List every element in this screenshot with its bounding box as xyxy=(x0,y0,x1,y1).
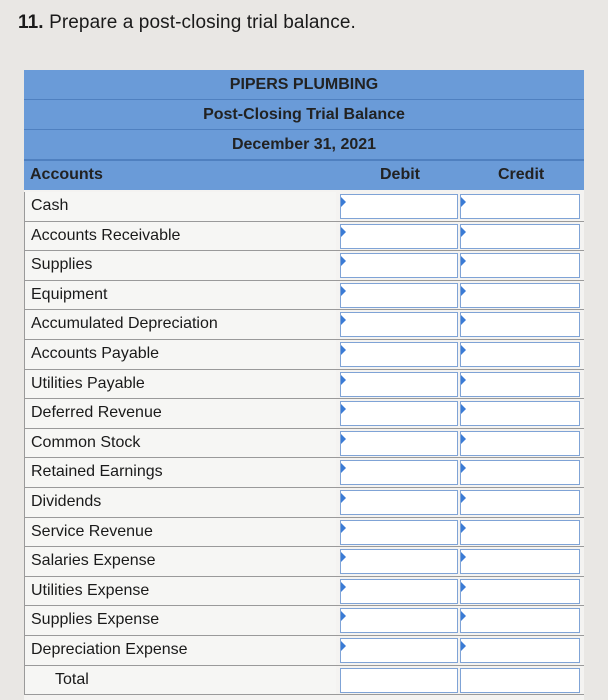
credit-input[interactable] xyxy=(460,460,580,485)
credit-input[interactable] xyxy=(460,608,580,633)
account-name: Utilities Payable xyxy=(24,370,336,399)
account-name: Supplies Expense xyxy=(24,606,336,635)
debit-input[interactable] xyxy=(340,224,458,249)
account-name: Common Stock xyxy=(24,429,336,458)
table-row xyxy=(24,399,584,429)
table-row xyxy=(24,340,584,370)
account-name: Deferred Revenue xyxy=(24,399,336,428)
credit-input[interactable] xyxy=(460,194,580,219)
credit-input[interactable] xyxy=(460,372,580,397)
debit-input[interactable] xyxy=(340,579,458,604)
debit-input[interactable] xyxy=(340,431,458,456)
credit-input[interactable] xyxy=(460,579,580,604)
table-row xyxy=(24,636,584,666)
company-name: PIPERS PLUMBING xyxy=(24,70,584,100)
table-row xyxy=(24,192,584,222)
table-row xyxy=(24,518,584,548)
column-header-credit: Credit xyxy=(498,166,545,183)
total-debit-input[interactable] xyxy=(340,668,458,693)
credit-input[interactable] xyxy=(460,549,580,574)
table-row xyxy=(24,281,584,311)
account-name: Service Revenue xyxy=(24,518,336,547)
credit-input[interactable] xyxy=(460,224,580,249)
account-name: Supplies xyxy=(24,251,336,280)
debit-input[interactable] xyxy=(340,372,458,397)
debit-input[interactable] xyxy=(340,638,458,663)
table-row xyxy=(24,251,584,281)
report-title: Post-Closing Trial Balance xyxy=(24,100,584,130)
debit-input[interactable] xyxy=(340,253,458,278)
total-label: Total xyxy=(24,666,336,695)
credit-input[interactable] xyxy=(460,431,580,456)
column-header-accounts: Accounts xyxy=(30,166,103,183)
account-name: Accumulated Depreciation xyxy=(24,310,336,339)
credit-input[interactable] xyxy=(460,342,580,367)
debit-input[interactable] xyxy=(340,520,458,545)
debit-input[interactable] xyxy=(340,490,458,515)
trial-balance-worksheet xyxy=(24,70,584,700)
total-credit-input[interactable] xyxy=(460,668,580,693)
question-text: Prepare a post-closing trial balance. xyxy=(49,12,356,33)
column-header-row xyxy=(24,160,584,190)
debit-input[interactable] xyxy=(340,342,458,367)
table-row xyxy=(24,429,584,459)
question-number: 11. xyxy=(18,12,44,33)
account-name: Accounts Payable xyxy=(24,340,336,369)
table-row xyxy=(24,370,584,400)
table-row xyxy=(24,547,584,577)
debit-input[interactable] xyxy=(340,549,458,574)
credit-input[interactable] xyxy=(460,283,580,308)
account-name: Cash xyxy=(24,192,336,221)
account-name: Accounts Receivable xyxy=(24,222,336,251)
table-row xyxy=(24,488,584,518)
table-row xyxy=(24,458,584,488)
credit-input[interactable] xyxy=(460,401,580,426)
debit-input[interactable] xyxy=(340,283,458,308)
account-name: Retained Earnings xyxy=(24,458,336,487)
account-name: Depreciation Expense xyxy=(24,636,336,665)
account-name: Equipment xyxy=(24,281,336,310)
report-date: December 31, 2021 xyxy=(24,130,584,160)
account-rows xyxy=(24,192,584,695)
account-name: Dividends xyxy=(24,488,336,517)
debit-input[interactable] xyxy=(340,312,458,337)
account-name: Salaries Expense xyxy=(24,547,336,576)
debit-input[interactable] xyxy=(340,608,458,633)
credit-input[interactable] xyxy=(460,312,580,337)
credit-input[interactable] xyxy=(460,490,580,515)
credit-input[interactable] xyxy=(460,638,580,663)
debit-input[interactable] xyxy=(340,401,458,426)
report-header xyxy=(24,70,584,160)
table-row xyxy=(24,606,584,636)
debit-input[interactable] xyxy=(340,194,458,219)
debit-input[interactable] xyxy=(340,460,458,485)
column-header-debit: Debit xyxy=(380,166,420,183)
question-heading xyxy=(18,12,356,34)
credit-input[interactable] xyxy=(460,253,580,278)
table-row xyxy=(24,222,584,252)
credit-input[interactable] xyxy=(460,520,580,545)
total-row xyxy=(24,666,584,696)
account-name: Utilities Expense xyxy=(24,577,336,606)
table-row xyxy=(24,310,584,340)
table-row xyxy=(24,577,584,607)
